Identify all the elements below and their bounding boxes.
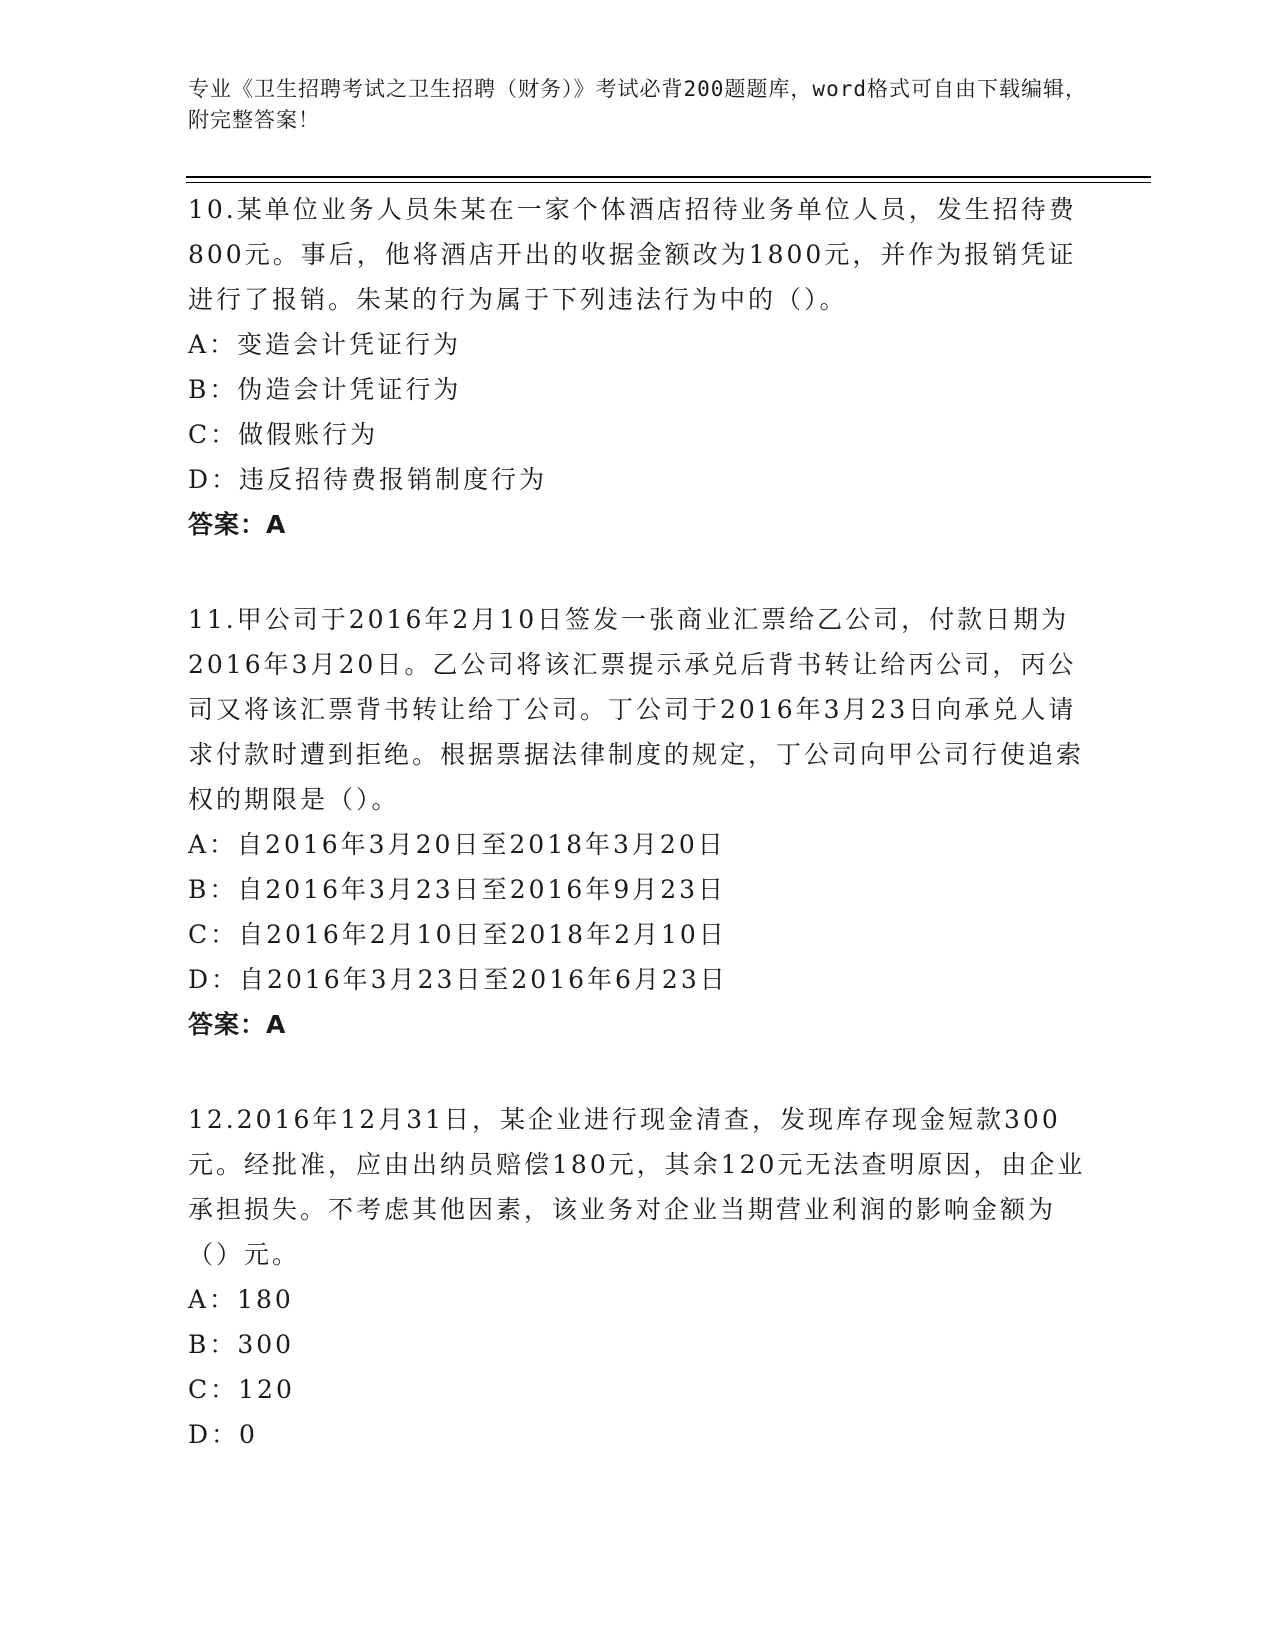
question-12 [188,1097,1088,1457]
option-c: C：做假账行为 [188,420,379,449]
question-10 [188,187,1088,547]
option-a: A：自2016年3月20日至2018年3月20日 [188,830,726,859]
option-d: D：0 [188,1420,258,1449]
question-stem: 10.某单位业务人员朱某在一家个体酒店招待业务单位人员，发生招待费800元。事后，他将酒店开出的收据金额改为1800元，并作为报销凭证进行了报销。朱某的行为属于下列违法行为中的（）。 [188,195,1077,314]
option-c: C：120 [188,1375,295,1404]
header-divider-thin [186,182,1151,183]
option-d: D：违反招待费报销制度行为 [188,465,548,494]
answer-label: 答案：A [188,510,287,539]
answer-label: 答案：A [188,1010,287,1039]
option-a: A：变造会计凭证行为 [188,330,462,359]
option-a: A：180 [188,1285,294,1314]
document-header: 专业《卫生招聘考试之卫生招聘（财务）》考试必背200题题库，word格式可自由下载编辑，附完整答案！ [188,77,1087,132]
option-d: D：自2016年3月23日至2016年6月23日 [188,965,728,994]
header-divider-thick [186,176,1151,178]
option-b: B：300 [188,1330,295,1359]
option-b: B：自2016年3月23日至2016年9月23日 [188,875,727,904]
question-11 [188,597,1088,1047]
question-stem: 12.2016年12月31日，某企业进行现金清查，发现库存现金短款300元。经批准，应由出纳员赔偿180元，其余120元无法查明原因，由企业承担损失。不考虑其他因素，该业务对企业当期营业利润的影响金额为（）元。 [188,1105,1086,1269]
question-stem: 11.甲公司于2016年2月10日签发一张商业汇票给乙公司，付款日期为2016年3月20日。乙公司将该汇票提示承兑后背书转让给丙公司，丙公司又将该汇票背书转让给丁公司。丁公司于2016年3月23日向承兑人请求付款时遭到拒绝。根据票据法律制度的规定，丁公司向甲公司行使追索权的期限是（）。 [188,605,1085,814]
option-c: C：自2016年2月10日至2018年2月10日 [188,920,727,949]
option-b: B：伪造会计凭证行为 [188,375,462,404]
